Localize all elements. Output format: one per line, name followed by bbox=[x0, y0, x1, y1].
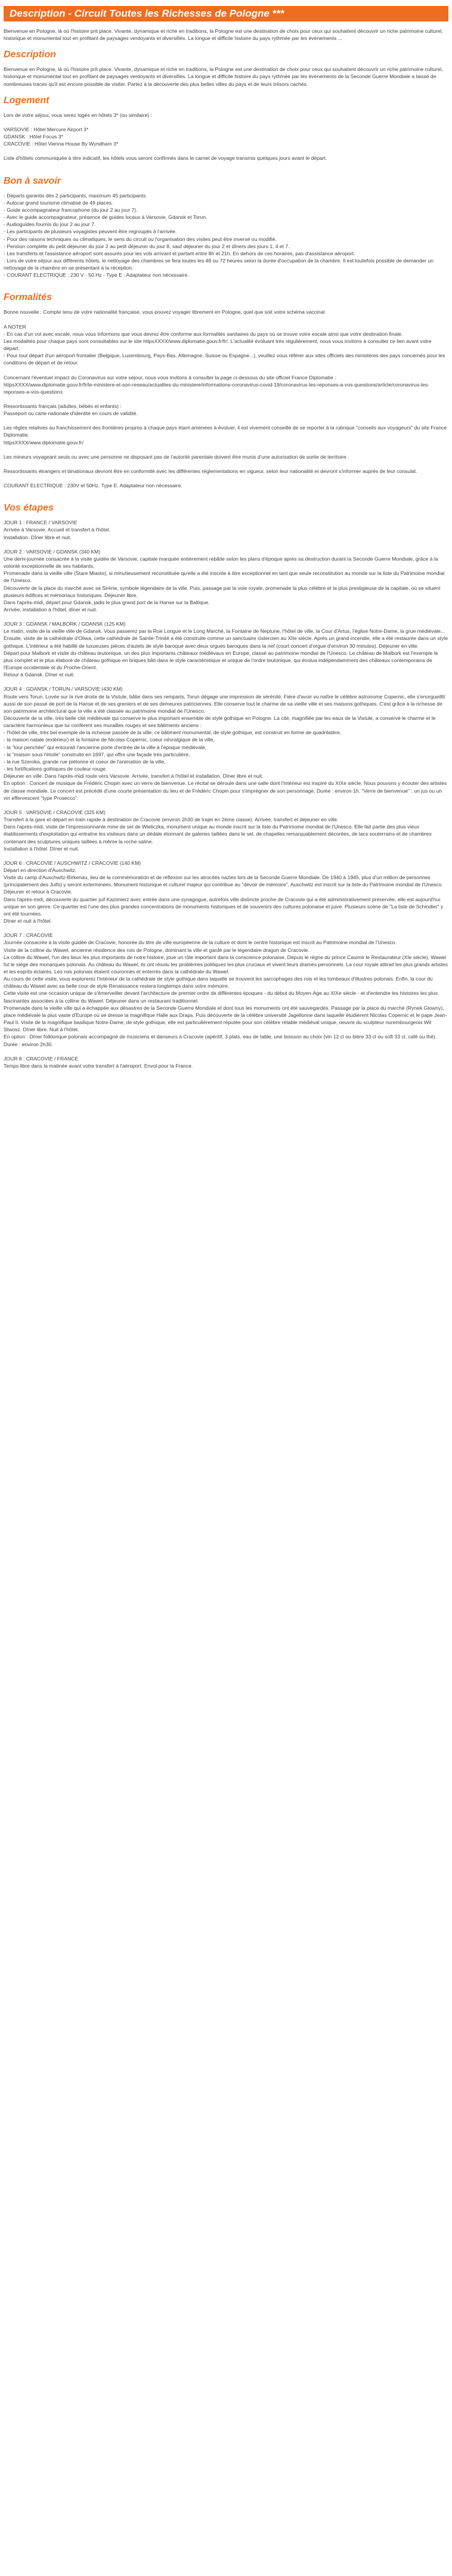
logement-heading: Logement bbox=[4, 95, 49, 106]
blank-line bbox=[4, 460, 448, 468]
text-line: Ressortissants français (adultes, bébés et enfants) : bbox=[4, 403, 122, 409]
blank-line bbox=[4, 395, 448, 403]
text-line: httpsXXXX/www.diplomatie.gouv.fr/fr/le-ministere-et-son-reseau/actualites-du-ministere/informations-coronavirus-covid-19/coronavirus-les-reponses-a-vos-questions/article/coronavirus-les-reponses-a-vos-questions bbox=[4, 381, 429, 395]
text-line: Les modalités pour chaque pays sont consultables sur le site httpsXXXX/www.diplomatie.gouv.fr/fr/. L'actualité évoluant très régulièrement, nous vous invitons à consulter ce lien avant votre départ. bbox=[4, 338, 432, 352]
text-line: A NOTER bbox=[4, 323, 26, 330]
text-line: Au cours de cette visite, vous explorerez l'intérieur de la cathédrale de style gothique dans laquelle se trouvent les sarcophages des rois et les tombeaux d'illustres polonais. Enfin, la cour du château du Wawel avec sa belle cour de style Renaissance restera longtemps dans votre mémoire. bbox=[4, 976, 433, 989]
day-block bbox=[4, 932, 448, 1048]
day-gap bbox=[4, 541, 448, 548]
text-line: - En cas d'un vol avec escale, nous vous informons que vous devrez être conforme aux formalités sanitaires du pays où se trouve votre escale ainsi que votre destination finale. bbox=[4, 330, 403, 337]
text-line: Concernant l'éventuel impact du Coronavirus sur votre séjour, nous vous invitons à consulter la page ci-dessous du site officiel France Diplomatie : bbox=[4, 374, 336, 381]
day-gap bbox=[4, 613, 448, 620]
text-line: Retour à Gdansk. Dîner et nuit. bbox=[4, 672, 75, 678]
text-line: - Autocar grand tourisme climatisé de 49 places. bbox=[4, 199, 113, 206]
text-line: JOUR 5 : VARSOVIE / CRACOVIE (325 KM) bbox=[4, 809, 106, 815]
text-line: Temps libre dans la matinée avant votre transfert à l'aéroport. Envol pour la France. bbox=[4, 1062, 193, 1069]
text-line: JOUR 1 : FRANCE / VARSOVIE bbox=[4, 519, 78, 526]
formalites-block bbox=[4, 308, 448, 496]
logement-block bbox=[4, 112, 448, 169]
text-line: - COURANT ELECTRIQUE : 230 V - 50 Hz - Type E : Adaptateur non nécessaire. bbox=[4, 272, 189, 279]
text-line: - Pour des raisons techniques ou climatiques, le sens du circuit ou l'organisation des visites peut être inversé ou modifié. bbox=[4, 236, 277, 242]
formalites-heading: Formalités bbox=[4, 292, 52, 303]
day-block bbox=[4, 620, 448, 678]
text-line: Les mineurs voyageant seuls ou avec une personne ne disposant pas de l'autorité parentale doivent être munis d'une autorisation de sortie de territoire. bbox=[4, 453, 348, 460]
blank-line bbox=[4, 316, 448, 323]
text-line: JOUR 8 : CRACOVIE / FRANCE bbox=[4, 1055, 79, 1062]
section-gap bbox=[4, 162, 448, 169]
intro-text: Bienvenue en Pologne, là où l'histoire prit place. Vivante, dynamique et riche en traditions, la Pologne est une destination de choix pour ceux qui souhaitent découvrir un riche patrimoine culturel, historique et monumental tout en profitant de paysages verdoyants et diversifiés. La longue et difficile histoire du pays rythmée par les événements ... bbox=[4, 28, 443, 42]
blank-line bbox=[4, 147, 448, 154]
day-block bbox=[4, 685, 448, 802]
text-line: COURANT ELECTRIQUE : 230V et 50Hz. Type E. Adaptateur non nécessaire. bbox=[4, 483, 182, 489]
text-line: Installation à l'hôtel. Dîner et nuit. bbox=[4, 845, 79, 852]
text-line: - la "tour penchée" qui entourait l'ancienne porte d'entrée de la ville à l'époque médiévale, bbox=[4, 744, 207, 750]
text-line: httpsXXXX/www.diplomatie.gouv.fr/ bbox=[4, 439, 84, 446]
text-line: CRACOVIE : Hôtel Vienna House By Wyndham 3* bbox=[4, 141, 119, 147]
text-line: - Les participants de plusieurs voyagistes peuvent être regroupés à l'arrivée. bbox=[4, 228, 177, 235]
bon-a-savoir-heading: Bon à savoir bbox=[4, 175, 61, 186]
day-gap bbox=[4, 1069, 448, 1077]
text-line: - Pour tout départ d'un aéroport frontalier (Belgique, Luxembourg, Pays-Bas, Allemagne, Suisse ou Espagne...), veuillez vous référer aux sites officiels des ministères des pays concernés pour les conditions de départ et de retour. bbox=[4, 352, 445, 366]
text-line: GDANSK : Hôtel Focus 3* bbox=[4, 134, 63, 140]
text-line: Visite de la colline du Wawel, ancienne résidence des rois de Pologne, dominant la ville et gardé par le légendaire dragon de Cracovie. bbox=[4, 947, 309, 953]
text-line: Visite du camp d'Auschwitz-Birkenau, lieu de la commémoration et de réflexion sur les atrocités nazies lors de la Seconde Guerre Mondiale. De 1940 à 1945, plus d'un million de personnes (principalement des Juifs) y seront exterminées. Monument historique et culturel majeur qui contribue au "devoir de mémoire", Auschwitz est inscrit sur la liste du Patrimoine mondial de l'Unesco. Déjeuner et retour à Cracovie. bbox=[4, 874, 443, 895]
text-line: Une demi-journée consacrée à la visite guidée de Varsovie, capitale marquée entièrement rebâtie selon les plans d'époque après sa destruction durant la Seconde Guerre Mondiale, grâce à la volonté exceptionnelle de ses habitants. bbox=[4, 555, 438, 570]
etapes-list bbox=[4, 519, 448, 1077]
text-line: - la maison natale (extérieur) et la fontaine de Nicolas Copernic, coeur névralgique de la ville, bbox=[4, 737, 215, 743]
day-block bbox=[4, 519, 448, 540]
blank-line bbox=[4, 446, 448, 453]
section-gap bbox=[4, 279, 448, 286]
text-line: Départ en direction d'Auschwitz. bbox=[4, 867, 77, 873]
text-line: - Avec le guide accompagnateur, présence de guides locaux à Varsovie, Gdansk et Torun. bbox=[4, 214, 208, 221]
description-text: Bienvenue en Pologne, là où l'histoire prit place. Vivante, dynamique et riche en traditions, la Pologne est une destination de choix pour ceux qui souhaitent découvrir un riche patrimoine culturel, historique et monumental tout en profitant de paysages verdoyants et diversifiés. La longue et difficile histoire du pays rythmée par les événements de la Seconde Guerre Mondiale a laissé de nombreuses traces qu'il est encore possible de visiter. Partez à la découverte des plus belles villes du pays et de leurs trésors cachés. bbox=[4, 66, 443, 87]
text-line: - la "maison sous l'étoile" construite en 1697, qui offre une façade très particulière, bbox=[4, 751, 190, 757]
day-block bbox=[4, 548, 448, 613]
text-line: - Lors de votre séjour aux différents hôtels, le nettoyage des chambres se fera toutes les 48 ou 72 heures selon la durée d'occupation de la chambre. Il est toutefois possible de demander un nettoyage de la chambre en se présentant à la réception. bbox=[4, 257, 434, 271]
text-line: Les règles relatives au franchissement des frontières propres à chaque pays étant amenées à évoluer, il est vivement conseillé de se reporter à la rubrique "conseils aux voyageurs" du site France Diplomatie. bbox=[4, 425, 447, 438]
day-gap bbox=[4, 852, 448, 859]
day-block bbox=[4, 1055, 448, 1069]
day-block bbox=[4, 859, 448, 924]
text-line: JOUR 2 : VARSOVIE / GDANSK (340 KM) bbox=[4, 548, 101, 555]
text-line: - Départs garantis dès 2 participants, maximum 45 participants. bbox=[4, 192, 147, 199]
description-heading: Description bbox=[4, 50, 57, 60]
text-line: Passeport ou carte nationale d'identité en cours de validité. bbox=[4, 410, 138, 417]
blank-line bbox=[4, 417, 448, 424]
text-line: Ressortissants étrangers et binationaux devront être en conformité avec les différentes réglementations en vigueur, selon leur nationalité et devront s'informer auprès de leur consulat. bbox=[4, 468, 417, 474]
text-line: En option : Concert de musique de Frédéric Chopin avec un verre de bienvenue. Le récital se déroule dans une salle dont l'intérieur est inspiré du XIXe siècle. Nous pouvons y écouter des artistes de classe mondiale. Le concert est précédé d'une courte présentation du lieu et de Frédéric Chopin pour s'imprégner de son personnage. Durée : environ 1h. "Verre de bienvenue" : un jus ou un vin effervescent "type Prosecco". bbox=[4, 780, 447, 801]
text-line: JOUR 4 : GDANSK / TORUN / VARSOVIE (430 KM) bbox=[4, 686, 123, 692]
text-line: - les fortifications gothiques de couleur rouge. bbox=[4, 766, 107, 772]
text-line: Arrivée à Varsovie. Accueil et transfert à l'hôtel. bbox=[4, 527, 111, 533]
text-line: - la rue Szeroka, grande rue piétonne et coeur de l'animation de la ville, bbox=[4, 758, 166, 765]
text-line: Arrivée, installation à l'hôtel, dîner et nuit. bbox=[4, 606, 97, 613]
text-line: Promenade dans la vieille ville (Stare Miasto), si minutieusement reconstituée qu'elle a été inscrite à titre exceptionnel en tant que seule reconstitution au monde sur la liste du Patrimoine mondial de l'Unesco. bbox=[4, 570, 445, 584]
text-line: Promenade dans la vieille ville qui a échappée aux désastres de la Seconde Guerre Mondiale et dont tous les monuments ont été sauvegardés. Passage par la place du marché (Rynek Glowny), place médiévale la plus vaste d'Europe où se dresse la magnifique Halle aux Draps. Puis découverte de la célèbre université Jagellonne dans laquelle étudièrent Nicolas Copernic et le pape Jean-Paul II. Visite de la magnifique basilique Notre-Dame, de style gothique, elle est particulièrement réputée pour son célèbre rétable médiéval unique, oeuvre du sculpteur nurembourgeois Wit Stwosz. Dîner libre. Nuit à l'hôtel. bbox=[4, 1004, 447, 1033]
text-line: Transfert à la gare et départ en train rapide à destination de Cracovie (environ 2h30 de trajet en 2ème classe). Arrivée, transfert et déjeuner en ville. bbox=[4, 817, 339, 823]
text-line: - Guide accompagnateur francophone (du jour 2 au jour 7). bbox=[4, 206, 138, 213]
text-line: Départ pour Malbork et visite du château teutonique, un des plus importants châteaux médiévaux en Europe, classé au patrimoine mondial de l'Unesco. Le château de Malbork est l'exemple le plus complet et le plus élaboré de château gothique en briques bâti dans le style caractéristique et unique de l'ordre teutonique, qui évolua indépendamment des châteaux contemporains de l'Europe occidentale et du Proche-Orient. bbox=[4, 650, 438, 671]
text-line: - Les transferts et l'assistance aéroport sont assurés pour les vols arrivant et partant entre 8h et 21h. En dehors de ces horaires, pas d'assistance aéroport. bbox=[4, 250, 355, 256]
text-line: Dans l'après-midi, découverte du quartier juif Kazimierz avec entrée dans une synagogue, autrefois ville distincte proche de Cracovie qui a été administrativement préservée, elle est aujourd'hui unique en son genre. Ce quartier est l'une des plus grandes concentrations de monuments historiques et de souvenirs des cultures polonaise et juive. Plusieurs scène de "La liste de Schindler" y ont été tournées. bbox=[4, 896, 444, 917]
page-title: Description - Circuit Toutes les Richesses de Pologne *** bbox=[4, 6, 448, 21]
text-line: Le matin, visite de la vieille ville de Gdansk. Vous passerez par la Rue Longue et le Long Marché, la Fontaine de Neptune, l'hôtel de ville, la Cour d'Artus, l'église Notre-Dame, la grue médiévale... bbox=[4, 628, 445, 635]
day-gap bbox=[4, 802, 448, 809]
text-line: Déjeuner en ville. Dans l'après-midi route vers Varsovie. Arrivée, transfert à l'hôtel et installation. Dîner libre et nuit. bbox=[4, 773, 264, 780]
text-line: Bonne nouvelle : Compte tenu de votre nationalité française, vous pouvez voyager librement en Pologne, quel que soit votre schéma vaccinal. bbox=[4, 309, 326, 316]
day-block bbox=[4, 809, 448, 852]
text-line: - Audioguides fournis du jour 2 au jour 7. bbox=[4, 221, 96, 228]
text-line: Liste d'hôtels communiquée à titre indicatif, les hôtels vous seront confirmés dans le carnet de voyage transmis quelques jours avant le départ. bbox=[4, 155, 327, 162]
text-line: Route vers Torun. Lovée sur la rive droite de la Vistule, bâtie dans ses remparts, Torun dégage une impression de sérénité. Fière d'avoir vu naître le célèbre astronome Copernic, elle s'enorgueillit aussi de son passé de port de la Hanse et de ses greniers et de ses demeures patriciennes. Elle conserve tout le charme de sa vieille ville et ses maisons gothiques. C'est grâce à la richesse de son patrimoine architectural que la ville a été classée au patrimoine mondial de l'Unesco. bbox=[4, 693, 445, 714]
text-line: Dîner et nuit à l'hôtel. bbox=[4, 918, 52, 924]
day-gap bbox=[4, 1048, 448, 1055]
section-gap bbox=[4, 489, 448, 496]
text-line: Cette visite est une occasion unique de s'émerveiller devant l'architecture de premier ordre de différentes époques - du début du Moyen-Age au XIXe siècle - et d'entendre les histoires les plus fascinantes associées à la colline du Wawel. Déjeuner dans un restaurant traditionnel. bbox=[4, 990, 438, 1004]
day-gap bbox=[4, 678, 448, 685]
text-line: Journée consacrée à la visite guidée de Cracovie, honorée du titre de ville européenne de la culture et dont le centre historique est inscrit au Patrimoine mondial de l'Unesco. bbox=[4, 939, 397, 946]
text-line: Découverte de la place du marché avec sa Sirène, symbole légendaire de la ville. Puis, passage par la voie royale, promenade la plus célèbre et la plus prestigieuse de la capitale, où se situent plusieurs édifices et mémoriaux historiques. Déjeuner libre. bbox=[4, 585, 441, 598]
text-line: Dans l'après-midi, départ pour Gdansk, jadis le plus grand port de la Hanse sur la Baltique. bbox=[4, 599, 210, 605]
text-line: - Pension complète du petit déjeuner du jour 2 au petit déjeuner du jour 8, sauf déjeuner du jour 2 et dîners des jours 1, 4 et 7. bbox=[4, 243, 290, 249]
text-line: Ensuite, visite de la cathédrale d'Oliwa, cette cathédrale de Sainte-Trinité a été construite comme un sanctuaire cistercien au XIIe siècle. Après un grand incendie, elle a été restaurée dans un style gothique. L'intérieur a été habillé de luxueuses pièces d'autels de style baroque avec deux orgues baroques dans la nef (court concert d'orgue d'environ 30 minutes). Déjeuner en ville. bbox=[4, 635, 448, 649]
text-line: En option : Dîner folklorique polonais accompagné de musiciens et danseurs à Cracovie (apéritif, 3 plats, eau de table, une boisson au choix (vin 12 cl ou bière 33 cl ou soft 33 cl, café ou thé). Durée : environ 2h30. bbox=[4, 1034, 437, 1047]
day-gap bbox=[4, 924, 448, 932]
text-line: Installation. Dîner libre et nuit. bbox=[4, 534, 72, 540]
text-line: Dans l'après-midi, visite de l'impressionnante mine de sel de Wieliczka, monument unique au monde inscrit sur la liste du Patrimoine mondial de l'Unesco. Elle fait partie des plus vieux établissements d'exploitation qui entraîne les visiteurs dans un dédale étonnant de galeries taillées dans le sel, de chapelles remarquablement décorées, de lacs souterrains et de chambres contenant des sculptures uniques taillées à même la roche saline. bbox=[4, 824, 432, 845]
text-line: Découverte de la ville, très belle cité médiévale qui conserve le plus important ensemble de style gothique en Pologne. La cité, magnifiée par les eaux de la Vistule, a conservé le charme et le caractère harmonieux que lui confèrent ses murailles rouges et ses bâtiments anciens : bbox=[4, 715, 436, 729]
etapes-heading: Vos étapes bbox=[4, 503, 54, 514]
text-line: VARSOVIE : Hôtel Mercure Airport 3* bbox=[4, 126, 89, 132]
text-line: - l'hôtel de ville, très bel exemple de la richesse passée de la ville, ce bâtiment monumental, de style gothique, est construit en forme de quadrilatère, bbox=[4, 729, 342, 736]
blank-line bbox=[4, 367, 448, 374]
page bbox=[0, 0, 452, 1077]
bon-a-savoir-block bbox=[4, 192, 448, 286]
blank-line bbox=[4, 119, 448, 126]
text-line: JOUR 6 : CRACOVIE / AUSCHWITZ / CRACOVIE (140 KM) bbox=[4, 859, 141, 866]
blank-line bbox=[4, 475, 448, 482]
text-line: Lors de votre séjour, vous serez logés en hôtels 3* (ou similaire) : bbox=[4, 112, 152, 118]
text-line: JOUR 3 : GDANSK / MALBORK / GDANSK (125 KM) bbox=[4, 621, 126, 627]
text-line: JOUR 7 : CRACOVIE bbox=[4, 932, 53, 939]
text-line: La colline du Wawel, l'un des lieux les plus importants de notre histoire, joue un rôle important dans la conscience polonaise. Depuis le règne du prince Casimir le Restaurateur (XIe siècle), Wawel fut le siège des monarques polonais. Au château du Wawel, ils ont résolu les problèmes politiques les plus cruciaux et vivent leurs drames personnels. La cour royale attirait les plus grands artistes et les esprits éclairés. Les rois polonais étaient couronnés et enterrés dans la cathédrale du Wawel. bbox=[4, 954, 448, 975]
